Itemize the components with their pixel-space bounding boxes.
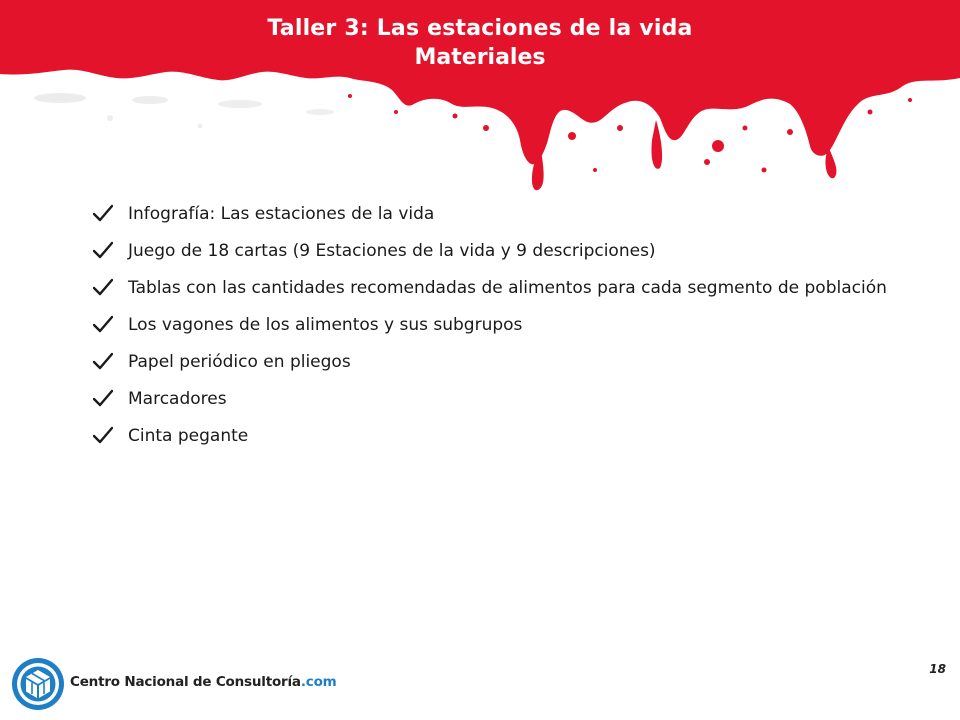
- page-number: 18: [929, 662, 946, 676]
- materials-list: [93, 200, 893, 459]
- list-item: [93, 385, 893, 413]
- list-item-label: Marcadores: [128, 389, 227, 409]
- company-logo: [10, 656, 350, 714]
- list-item-label: Infografía: Las estaciones de la vida: [128, 204, 435, 224]
- logo-name: Centro Nacional de Consultoría: [70, 674, 301, 690]
- checkmark-icon: [93, 315, 113, 333]
- checkmark-icon: [93, 204, 113, 222]
- list-item: [93, 311, 893, 339]
- list-item: [93, 422, 893, 450]
- list-item: [93, 200, 893, 228]
- list-item: [93, 237, 893, 265]
- list-item: [93, 348, 893, 376]
- slide-title: Taller 3: Las estaciones de la vida: [267, 16, 693, 41]
- title-block: [0, 14, 960, 72]
- cube-logo-icon: [10, 656, 66, 712]
- list-item-label: Papel periódico en pliegos: [128, 352, 351, 372]
- slide-subtitle: Materiales: [414, 45, 546, 70]
- checkmark-icon: [93, 352, 113, 370]
- list-item-label: Juego de 18 cartas (9 Estaciones de la vida y 9 descripciones): [128, 241, 656, 261]
- list-item-label: Cinta pegante: [128, 426, 249, 446]
- list-item: [93, 274, 893, 302]
- list-item-label: Los vagones de los alimentos y sus subgrupos: [128, 315, 523, 335]
- checkmark-icon: [93, 389, 113, 407]
- checkmark-icon: [93, 278, 113, 296]
- list-item-label: Tablas con las cantidades recomendadas de alimentos para cada segmento de población: [128, 278, 887, 298]
- checkmark-icon: [93, 241, 113, 259]
- logo-wordmark: [70, 674, 337, 690]
- logo-domain: .com: [300, 674, 337, 690]
- checkmark-icon: [93, 426, 113, 444]
